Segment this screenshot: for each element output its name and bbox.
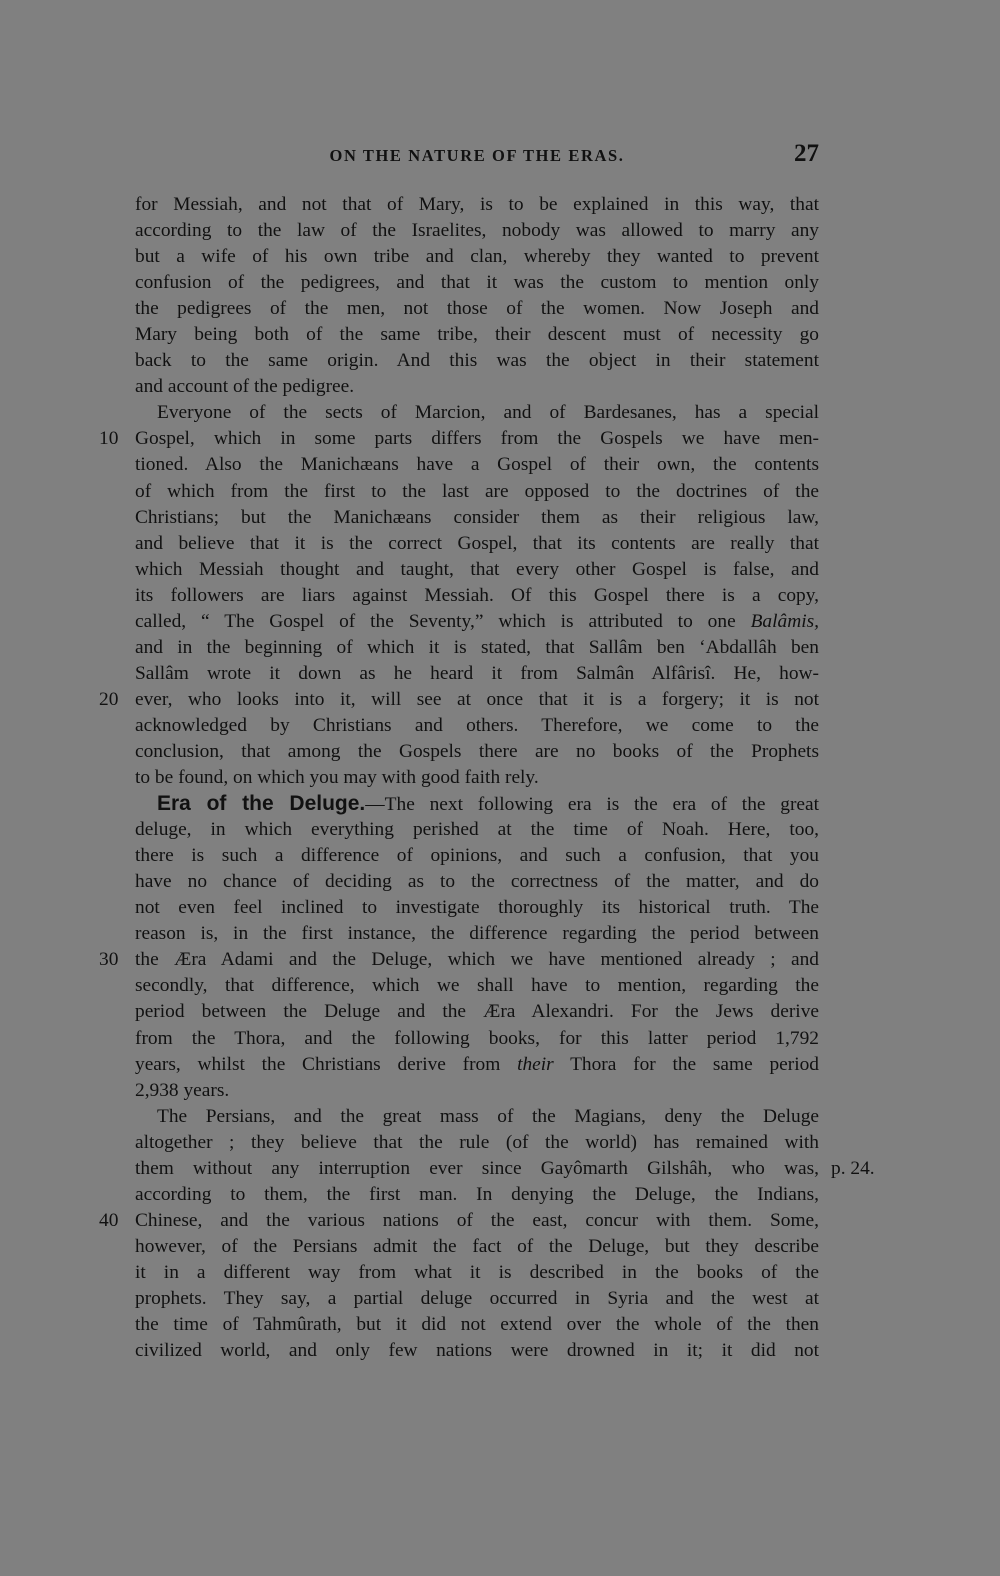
line-number: 40 — [99, 1209, 119, 1231]
line-text: for Messiah, and not that of Mary, is to be explained in this way, that — [135, 194, 819, 215]
text-line — [135, 1026, 819, 1052]
line-text: —The next following era is the era of the great — [365, 794, 820, 816]
text-line — [135, 374, 819, 400]
text-line — [99, 1208, 819, 1234]
line-text: but a wife of his own tribe and clan, whereby they wanted to prevent — [135, 246, 819, 268]
line-text: of which from the first to the last are opposed to the doctrines of the — [135, 480, 819, 502]
text-line — [135, 869, 819, 895]
text-line — [135, 1286, 819, 1312]
text-line — [135, 843, 819, 869]
line-text: reason is, in the first instance, the difference regarding the period between — [135, 923, 819, 945]
text-line — [135, 400, 819, 426]
text-line — [135, 270, 819, 296]
text-line — [135, 1312, 819, 1338]
line-number: 30 — [99, 949, 119, 971]
line-text: and in the beginning of which it is stated, that Sallâm ben ‘Abdallâh ben — [135, 636, 819, 658]
line-text: prophets. They say, a partial deluge occurred in Syria and the west at — [135, 1287, 819, 1309]
line-text: conclusion, that among the Gospels there are no books of the Prophets — [135, 740, 819, 762]
line-text: Everyone of the sects of Marcion, and of Bardesanes, has a special — [157, 402, 819, 424]
text-line — [135, 791, 819, 817]
line-text: ever, who looks into it, will see at once that it is a forgery; it is not — [135, 688, 819, 710]
text-line — [135, 895, 819, 921]
line-text: there is such a difference of opinions, and such a confusion, that you — [135, 845, 819, 867]
line-text: Gospel, which in some parts differs from the Gospels we have men- — [135, 428, 819, 450]
line-text: confusion of the pedigrees, and that it was the custom to mention only — [135, 272, 819, 294]
line-text: the time of Tahmûrath, but it did not extend over the whole of the then — [135, 1314, 819, 1336]
line-text: Mary being both of the same tribe, their descent must of necessity go — [135, 324, 819, 346]
text-line — [135, 348, 819, 374]
line-text: have no chance of deciding as to the correctness of the matter, and do — [135, 871, 819, 893]
text-line — [135, 583, 819, 609]
text-line — [135, 765, 819, 791]
text-line — [135, 973, 819, 999]
margin-page-reference: p. 24. — [831, 1157, 875, 1179]
line-text: 2,938 years. — [135, 1079, 230, 1101]
text-line — [135, 999, 819, 1025]
line-text: tioned. Also the Manichæans have a Gospel of their own, the contents — [135, 454, 819, 476]
text-line — [135, 296, 819, 322]
text-line — [135, 609, 819, 635]
line-text: Christians; but the Manichæans consider them as their religious law, — [135, 506, 819, 528]
line-number: 20 — [99, 688, 119, 710]
text-line — [135, 322, 819, 348]
line-text: period between the Deluge and the Æra Alexandri. For the Jews derive — [135, 1001, 819, 1023]
line-text: years, whilst the Christians derive from — [135, 1053, 518, 1075]
text-line — [135, 713, 819, 739]
text-line — [99, 947, 819, 973]
italic-text: Balâmis, — [750, 610, 819, 632]
line-text: called, “ The Gospel of the Seventy,” which is attributed to one — [135, 610, 751, 632]
text-line — [135, 635, 819, 661]
text-line — [135, 452, 819, 478]
line-number: 10 — [99, 428, 119, 450]
line-text: which Messiah thought and taught, that every other Gospel is false, and — [135, 558, 819, 580]
text-line — [135, 817, 819, 843]
text-line — [135, 218, 819, 244]
text-line — [135, 1338, 819, 1364]
line-text: its followers are liars against Messiah. Of this Gospel there is a copy, — [135, 584, 819, 606]
text-line — [135, 739, 819, 765]
line-text: from the Thora, and the following books, for this latter period 1,792 — [135, 1027, 819, 1049]
line-text: the pedigrees of the men, not those of the women. Now Joseph and — [135, 298, 819, 320]
text-line — [135, 921, 819, 947]
line-text: back to the same origin. And this was the object in their statement — [135, 350, 819, 372]
text-line — [135, 1078, 819, 1104]
line-text: Chinese, and the various nations of the east, concur with them. Some, — [135, 1209, 819, 1231]
text-line — [135, 531, 819, 557]
body-text — [99, 192, 875, 1364]
line-text: and believe that it is the correct Gospel, that its contents are really that — [135, 532, 819, 554]
line-text: according to the law of the Israelites, nobody was allowed to marry any — [135, 220, 819, 242]
text-line — [99, 687, 819, 713]
text-line — [135, 661, 819, 687]
line-text: however, of the Persians admit the fact of the Deluge, but they describe — [135, 1235, 819, 1257]
text-line — [135, 1182, 819, 1208]
text-line — [135, 505, 819, 531]
running-title: ON THE NATURE OF THE ERAS. — [329, 146, 625, 165]
line-text: altogether ; they believe that the rule (of the world) has remained with — [135, 1131, 819, 1153]
line-text: according to them, the first man. In denying the Deluge, the Indians, — [135, 1183, 819, 1205]
text-line — [135, 1104, 819, 1130]
text-line — [135, 1234, 819, 1260]
page-number: 27 — [794, 140, 819, 167]
running-head — [135, 140, 819, 174]
text-line — [135, 192, 819, 218]
text-line — [135, 1156, 875, 1182]
line-text: Sallâm wrote it down as he heard it from Salmân Alfârisî. He, how- — [135, 662, 819, 684]
line-text: it in a different way from what it is described in the books of the — [135, 1261, 819, 1283]
section-heading: Era of the Deluge. — [157, 792, 366, 816]
line-text: acknowledged by Christians and others. Therefore, we come to the — [135, 714, 819, 736]
text-line — [135, 1052, 819, 1078]
line-text: deluge, in which everything perished at the time of Noah. Here, too, — [135, 819, 819, 841]
text-line — [135, 557, 819, 583]
line-text: to be found, on which you may with good faith rely. — [135, 767, 539, 789]
line-text: not even feel inclined to investigate thoroughly its historical truth. The — [135, 897, 819, 919]
line-text: Thora for the same period — [553, 1053, 819, 1075]
text-line — [99, 426, 819, 452]
line-text: The Persians, and the great mass of the Magians, deny the Deluge — [157, 1105, 819, 1127]
line-text: them without any interruption ever since Gayômarth Gilshâh, who was, — [135, 1157, 819, 1179]
italic-text: their — [517, 1053, 554, 1075]
line-text: and account of the pedigree. — [135, 376, 355, 398]
line-text: the Æra Adami and the Deluge, which we have mentioned already ; and — [135, 949, 819, 971]
line-text: civilized world, and only few nations were drowned in it; it did not — [135, 1340, 819, 1362]
text-line — [135, 479, 819, 505]
line-text: secondly, that difference, which we shall have to mention, regarding the — [135, 975, 819, 997]
text-line — [135, 244, 819, 270]
text-line — [135, 1130, 819, 1156]
text-line — [135, 1260, 819, 1286]
